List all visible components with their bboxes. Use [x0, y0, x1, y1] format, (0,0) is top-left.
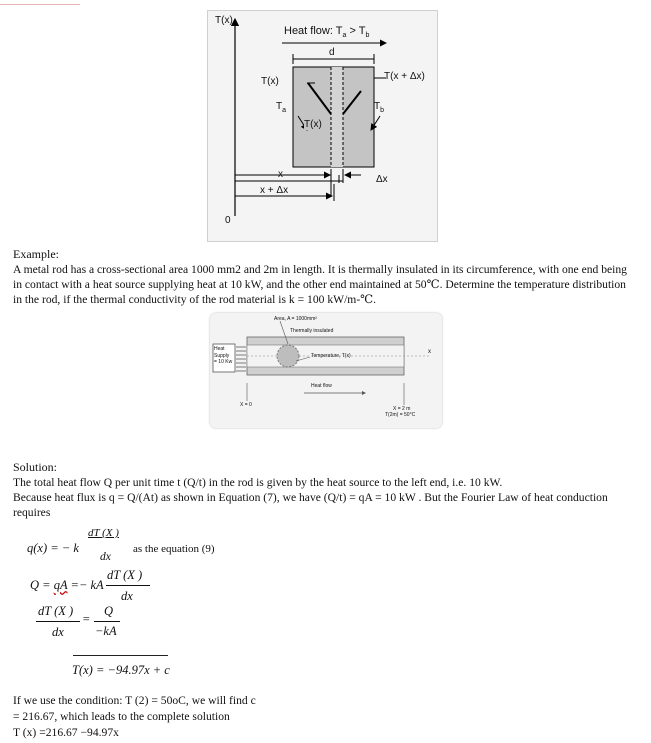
- heat-conduction-diagram: [207, 10, 438, 242]
- conclusion-line-1: If we use the condition: T (2) = 50oC, we will find c: [13, 694, 256, 707]
- heat-supply-line-1: Heat: [214, 346, 225, 352]
- eq1-numerator: dT (X ): [88, 527, 119, 539]
- eq1-lhs: q(x) = − k: [27, 541, 79, 555]
- tb-sub: b: [380, 107, 385, 114]
- eq4-general-solution: T(x) = −94.97x + c: [72, 663, 170, 677]
- eq3-fraction-bar: [36, 621, 80, 622]
- example-line-1: A metal rod has a cross-sectional area 1000 mm2 and 2m in length. It is thermally insulated in its circumference, with one end being: [13, 263, 627, 276]
- rod-x-axis-label: x: [428, 349, 431, 355]
- heat-flow-sub-a: a: [342, 32, 347, 40]
- tb-text: T: [374, 101, 381, 112]
- eq3-right-numerator: Q: [104, 604, 114, 618]
- solution-line-1: The total heat flow Q per unit time t (Q/t) in the rod is given by the heat source to the left end, i.e. 10 kW.: [13, 476, 503, 489]
- eq2-numerator: dT (X ): [107, 568, 143, 582]
- tx-center-label: T(x): [304, 119, 322, 130]
- conclusion-line-2: = 216.67, which leads to the complete solution: [13, 710, 230, 723]
- t2-label: T(2m) = 50°C: [385, 412, 416, 418]
- eq1-note: as the equation (9): [133, 543, 215, 555]
- origin-label: 0: [225, 215, 231, 226]
- eq2-q: Q: [30, 578, 40, 592]
- tx-right-label: T(x + Δx): [384, 71, 425, 82]
- heat-flow-gt: > T: [346, 25, 366, 37]
- solution-line-3: requires: [13, 506, 51, 519]
- eq2-lhs: [30, 578, 104, 593]
- ta-label: [276, 101, 286, 114]
- heat-supply-label: [214, 346, 232, 366]
- equation-rule: [73, 655, 168, 656]
- heat-conduction-diagram-graphic: [208, 11, 439, 243]
- eq3-denominator: dx: [52, 625, 64, 639]
- x0-label: X = 0: [240, 402, 252, 408]
- heat-supply-line-2: Supply: [214, 352, 230, 359]
- x2-label: X = 2 m: [393, 406, 411, 412]
- dx-label: Δx: [376, 174, 388, 185]
- eq1-denominator: dx: [100, 551, 111, 563]
- solution-line-2: Because heat flux is q = Q/(At) as shown in Equation (7), we have (Q/t) = qA = 10 kW . But the Fourier Law of heat conduction: [13, 491, 608, 504]
- ta-sub: a: [282, 107, 287, 114]
- x-plus-dx-label: x + Δx: [260, 185, 289, 196]
- heat-flow-sub-b: b: [365, 32, 370, 40]
- eq3-right-denominator: −kA: [95, 624, 117, 638]
- rod-diagram: [210, 313, 442, 428]
- tb-label: [374, 101, 384, 114]
- d-label: d: [329, 47, 335, 58]
- conclusion-line-3: T (x) =216.67 −94.97x: [13, 726, 119, 739]
- heat-supply-line-3: = 10 Kw: [214, 359, 233, 365]
- eq2-rest: =− kA: [67, 578, 104, 592]
- y-axis-label: T(x): [215, 15, 233, 26]
- eq3-equals: =: [82, 612, 91, 626]
- area-label: Area, A = 1000mm²: [274, 316, 317, 322]
- x-label: x: [278, 169, 283, 180]
- eq3-numerator: dT (X ): [38, 604, 74, 618]
- ta-text: T: [276, 101, 283, 112]
- tx-left-label: T(x): [261, 76, 279, 87]
- heat-flow-label-2: Heat flow: [311, 383, 332, 389]
- solution-heading: Solution:: [13, 460, 58, 474]
- insulated-label: Thermally insulated: [290, 328, 334, 334]
- eq2-fraction-bar: [106, 585, 150, 586]
- eq3-right-fraction-bar: [94, 621, 120, 622]
- example-heading: Example:: [13, 247, 59, 261]
- eq2-equals: =: [39, 578, 54, 592]
- eq2-denominator: dx: [121, 589, 133, 603]
- heat-flow-label: [284, 25, 369, 39]
- temperature-label: Temperature, T(x): [311, 353, 351, 359]
- eq2-qa: qA: [53, 578, 68, 592]
- example-line-3: in the rod, if the thermal conductivity of the rod material is k = 100 kW/m-℃.: [13, 293, 377, 306]
- heat-flow-text: Heat flow: T: [284, 25, 343, 37]
- top-left-artifact: [0, 0, 80, 5]
- example-line-2: in contact with a heat source supplying heat at 10 kW, and the other end maintained at 50℃. Determine the temperature distribution: [13, 278, 626, 291]
